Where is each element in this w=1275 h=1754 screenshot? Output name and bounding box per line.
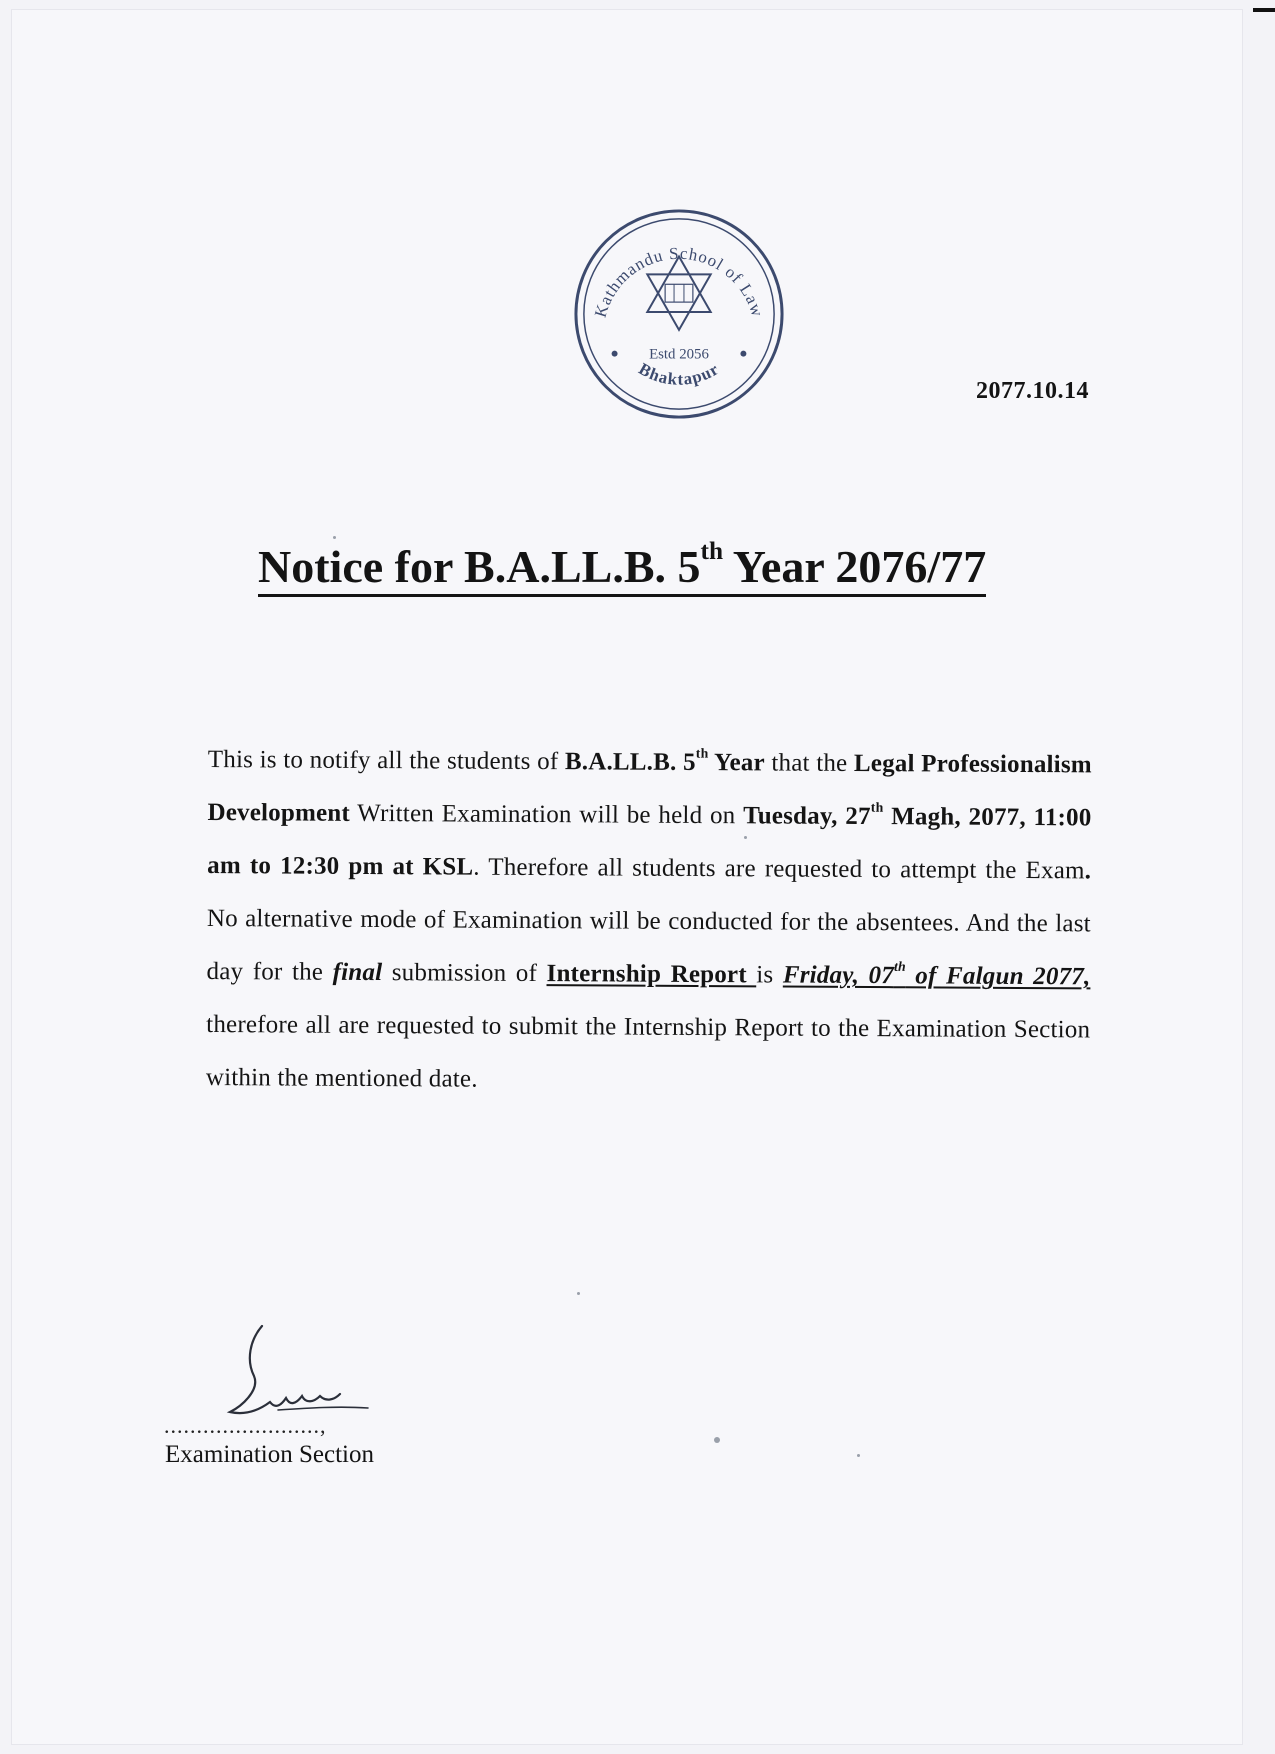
signature-label: Examination Section — [165, 1441, 374, 1468]
scan-edge-mark — [1253, 8, 1275, 12]
scan-speck — [577, 1292, 580, 1295]
internship-report-label: Internship Report — [546, 960, 757, 989]
seal-estd: Estd 2056 — [649, 346, 709, 363]
scan-speck — [333, 536, 336, 539]
signature-line: ........................, — [164, 1413, 327, 1438]
scan-speck — [744, 836, 747, 839]
submission-deadline: Friday, 07th of Falgun 2077, — [782, 958, 1091, 991]
school-seal — [570, 205, 788, 423]
seal-bottom-text: Bhaktapur — [635, 359, 723, 389]
notice-date: 2077.10.14 — [976, 378, 1089, 404]
notice-body: This is to notify all the students of B.A.LL.B. 5th Year that the Legal Professionalism Development Written Examination will be held on Tuesday, 27th Magh, 2077, 11:00 am to 12:30 pm at KSL. Therefore all students are requested to attempt the Exam. No alternative mode of Examination will be conducted for the absentees. And the last day for the final submission of Internship Report is Friday, 07th of Falgun 2077, therefore all are requested to submit the Internship Report to the Examination Section within the mentioned date. — [205, 745, 1092, 1093]
seal-top-text: Kathmandu School of Law — [590, 243, 768, 320]
scan-speck — [857, 1454, 860, 1457]
notice-title: Notice for B.A.LL.B. 5th Year 2076/77 — [258, 540, 1048, 593]
svg-text:Bhaktapur — [636, 359, 723, 389]
scan-speck — [714, 1437, 720, 1443]
